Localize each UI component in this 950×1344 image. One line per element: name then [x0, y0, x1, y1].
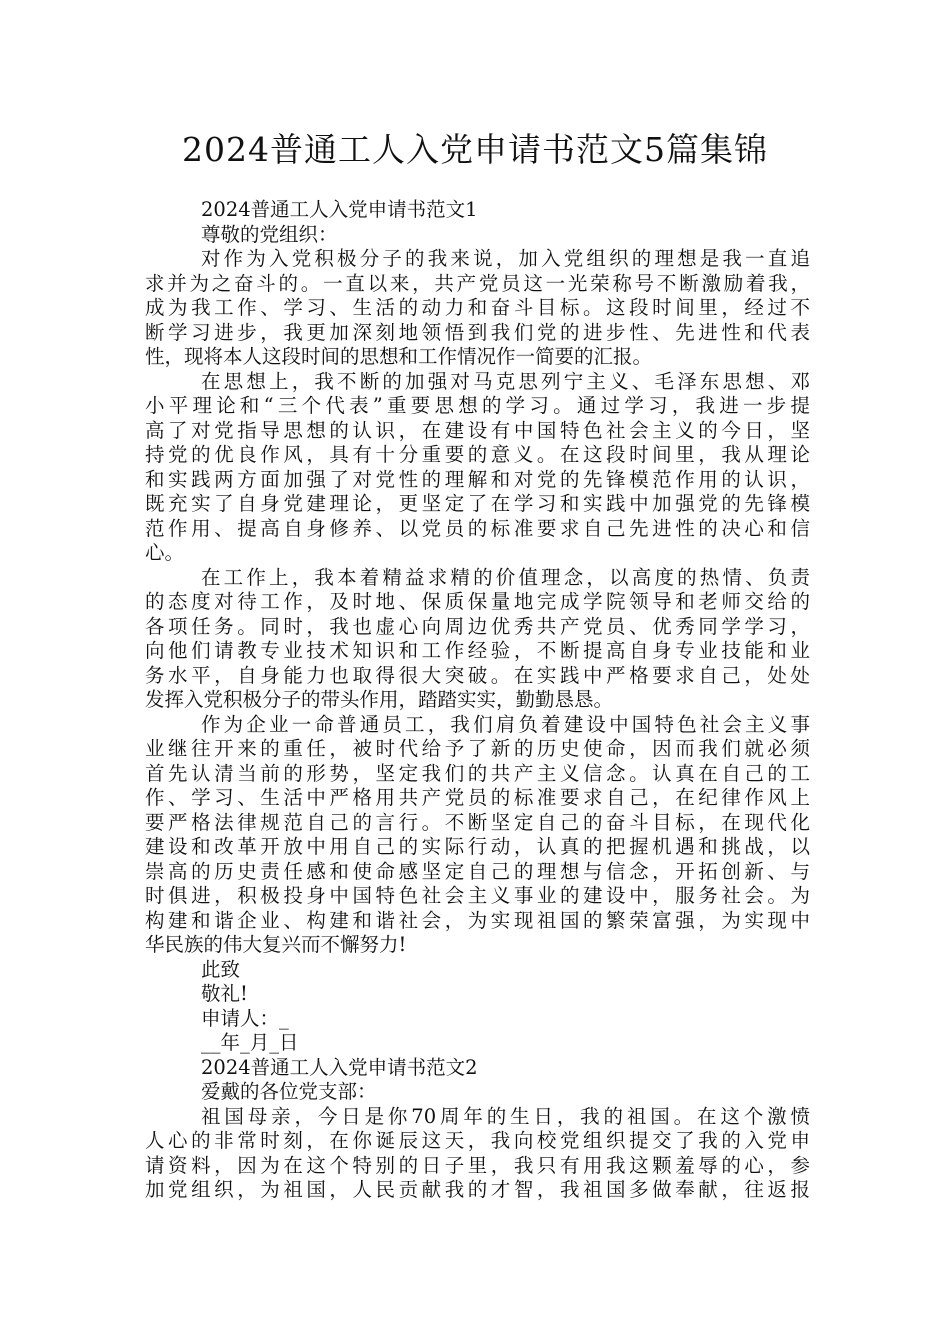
paragraph-line: 高了对党指导思想的认识，在建设有中国特色社会主义的今日，坚 [145, 418, 810, 442]
paragraph-line: 崇高的历史责任感和使命感坚定自己的理想与信念，开拓创新、与 [145, 859, 810, 883]
paragraph-line: 加党组织，为祖国，人民贡献我的才智，我祖国多做奉献，往返报 [145, 1178, 810, 1201]
closing-line: 此致 [201, 957, 241, 981]
document-title: 2024普通工人入党申请书范文5篇集锦 [182, 130, 768, 169]
paragraph-line: 各项任务。同时，我也虚心向周边优秀共产党员、优秀同学学习， [145, 614, 810, 638]
paragraph-line: 既充实了自身党建理论，更坚定了在学习和实践中加强党的先锋模 [145, 492, 810, 515]
salutation: 爱戴的各位党支部： [201, 1080, 377, 1103]
paragraph-line: 建设和改革开放中用自己的实际行动，认真的把握机遇和挑战，以 [145, 835, 810, 858]
paragraph-line: 务水平，自身能力也取得很大突破。在实践中严格要求自己，处处 [145, 663, 810, 687]
paragraph-line: 请资料，因为在这个特别的日子里，我只有用我这颗羞辱的心，参 [145, 1153, 810, 1177]
paragraph-line: 人心的非常时刻，在你诞辰这天，我向校党组织提交了我的入党申 [145, 1129, 810, 1152]
paragraph-line: 首先认清当前的形势，坚定我们的共产主义信念。认真在自己的工 [145, 761, 810, 785]
paragraph-line: 时俱进，积极投身中国特色社会主义事业的建设中，服务社会。为 [145, 884, 810, 907]
applicant-line: 申请人：_ [201, 1006, 289, 1030]
paragraph-line: 的态度对待工作，及时地、保质保量地完成学院领导和老师交给的 [145, 590, 810, 613]
paragraph-line: 和实践两方面加强了对党性的理解和对党的先锋模范作用的认识， [145, 467, 810, 491]
paragraph-line: 范作用、提高自身修养、以党员的标准要求自己先进性的决心和信 [145, 516, 810, 540]
body-paragraph [145, 713, 810, 958]
paragraph-line: 持党的优良作风，具有十分重要的意义。在这段时间里，我从理论 [145, 443, 810, 466]
paragraph-line: 要严格法律规范自己的言行。不断坚定自己的奋斗目标，在现代化 [145, 810, 810, 834]
paragraph-line: 构建和谐企业、构建和谐社会，为实现祖国的繁荣富强，为实现中 [145, 908, 810, 932]
paragraph-line: 断学习进步，我更加深刻地领悟到我们党的进步性、先进性和代表 [145, 320, 810, 344]
paragraph-line: 祖国母亲，今日是你70周年的生日，我的祖国。在这个激愤 [201, 1104, 810, 1128]
section-heading: 2024普通工人入党申请书范文1 [201, 198, 478, 221]
paragraph-line: 小平理论和“三个代表”重要思想的学习。通过学习，我进一步提 [145, 394, 810, 417]
paragraph-line: 业继往开来的重任，被时代给予了新的历史使命，因而我们就必须 [145, 737, 810, 760]
paragraph-line: 华民族的伟大复兴而不懈努力! [145, 933, 407, 956]
regards-line: 敬礼! [201, 982, 248, 1005]
paragraph-line: 在工作上，我本着精益求精的价值理念，以高度的热情、负责 [201, 565, 810, 589]
body-paragraph [145, 1105, 810, 1203]
paragraph-line: 在思想上，我不断的加强对马克思列宁主义、毛泽东思想、邓 [201, 369, 810, 393]
paragraph-line: 发挥入党积极分子的带头作用，踏踏实实，勤勤恳恳。 [145, 688, 614, 711]
body-paragraph [145, 566, 810, 713]
paragraph-line: 求并为之奋斗的。一直以来，共产党员这一光荣称号不断激励着我， [145, 271, 810, 295]
paragraph-line: 性，现将本人这段时间的思想和工作情况作一简要的汇报。 [145, 345, 653, 368]
document-body [145, 198, 810, 1203]
salutation: 尊敬的党组织： [201, 222, 338, 246]
body-paragraph [145, 370, 810, 566]
paragraph-line: 对作为入党积极分子的我来说，加入党组织的理想是我一直追 [201, 247, 810, 270]
paragraph-line: 心。 [145, 541, 185, 564]
paragraph-line: 作为企业一命普通员工，我们肩负着建设中国特色社会主义事 [201, 712, 810, 736]
section-heading: 2024普通工人入党申请书范文2 [201, 1055, 478, 1079]
paragraph-line: 作、学习、生活中严格用共产党员的标准要求自己，在纪律作风上 [145, 786, 810, 809]
body-paragraph [145, 247, 810, 370]
date-line: __年_月_日 [201, 1031, 299, 1054]
paragraph-line: 向他们请教专业技术知识和工作经验，不断提高自身专业技能和业 [145, 639, 810, 662]
paragraph-line: 成为我工作、学习、生活的动力和奋斗目标。这段时间里，经过不 [145, 296, 810, 319]
